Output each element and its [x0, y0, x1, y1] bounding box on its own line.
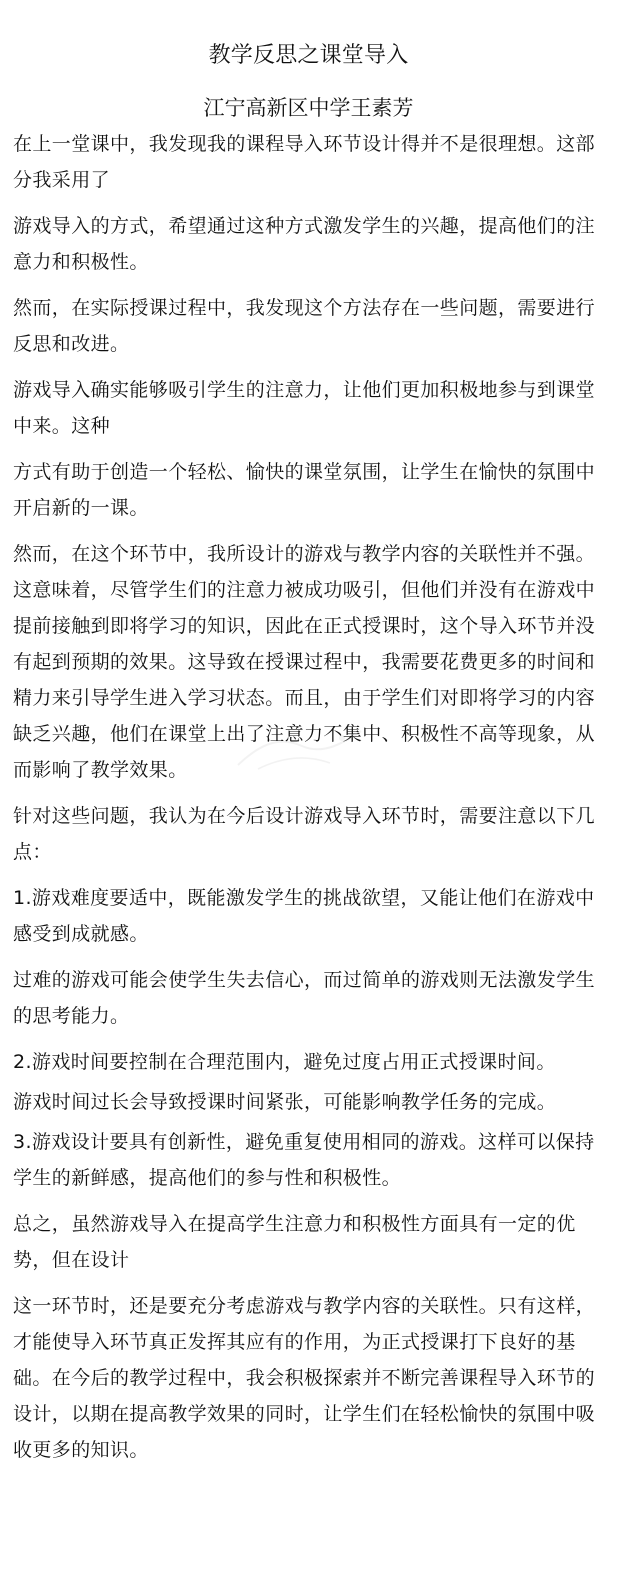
paragraph-1: 在上一堂课中，我发现我的课程导入环节设计得并不是很理想。这部分我采用了 [13, 133, 596, 191]
paragraph-14: 这一环节时，还是要充分考虑游戏与教学内容的关联性。只有这样，才能使导入环节真正发挥其应有的作用，为正式授课打下良好的基础。在今后的教学过程中，我会积极探索并不断完善课程导入环节的设计，以期在提高教学效果的同时，让学生们在轻松愉快的氛围中吸收更多的知识。 [13, 1295, 596, 1461]
page-title: 教学反思之课堂导入 [208, 43, 409, 68]
paragraph-8: 1.游戏难度要适中，既能激发学生的挑战欲望，又能让他们在游戏中感受到成就感。 [13, 887, 595, 945]
paragraph-12: 3.游戏设计要具有创新性，避免重复使用相同的游戏。这样可以保持学生的新鲜感，提高他们的参与性和积极性。 [13, 1131, 595, 1189]
paragraph-5: 方式有助于创造一个轻松、愉快的课堂氛围，让学生在愉快的氛围中开启新的一课。 [13, 461, 596, 519]
paragraph-3: 然而，在实际授课过程中，我发现这个方法存在一些问题，需要进行反思和改进。 [13, 297, 596, 355]
paragraph-4: 游戏导入确实能够吸引学生的注意力，让他们更加积极地参与到课堂中来。这种 [13, 379, 596, 437]
paragraph-9: 过难的游戏可能会使学生失去信心，而过简单的游戏则无法激发学生的思考能力。 [13, 969, 596, 1027]
paragraph-11: 游戏时间过长会导致授课时间紧张，可能影响教学任务的完成。 [13, 1091, 557, 1113]
author-line: 江宁高新区中学王素芳 [203, 96, 414, 120]
paragraph-6: 然而，在这个环节中，我所设计的游戏与教学内容的关联性并不强。这意味着，尽管学生们的注意力被成功吸引，但他们并没有在游戏中提前接触到即将学习的知识，因此在正式授课时，这个导入环节并没有起到预期的效果。这导致在授课过程中，我需要花费更多的时间和精力来引导学生进入学习状态。而且，由于学生们对即将学习的内容缺乏兴趣，他们在课堂上出了注意力不集中、积极性不高等现象，从而影响了教学效果。 [13, 543, 596, 781]
article-body [13, 126, 604, 1468]
paragraph-10: 2.游戏时间要控制在合理范围内，避免过度占用正式授课时间。 [13, 1051, 556, 1073]
paragraph-2: 游戏导入的方式，希望通过这种方式激发学生的兴趣，提高他们的注意力和积极性。 [13, 215, 596, 273]
paragraph-13: 总之，虽然游戏导入在提高学生注意力和积极性方面具有一定的优势，但在设计 [13, 1213, 576, 1271]
paragraph-7: 针对这些问题，我认为在今后设计游戏导入环节时，需要注意以下几点： [13, 805, 596, 863]
